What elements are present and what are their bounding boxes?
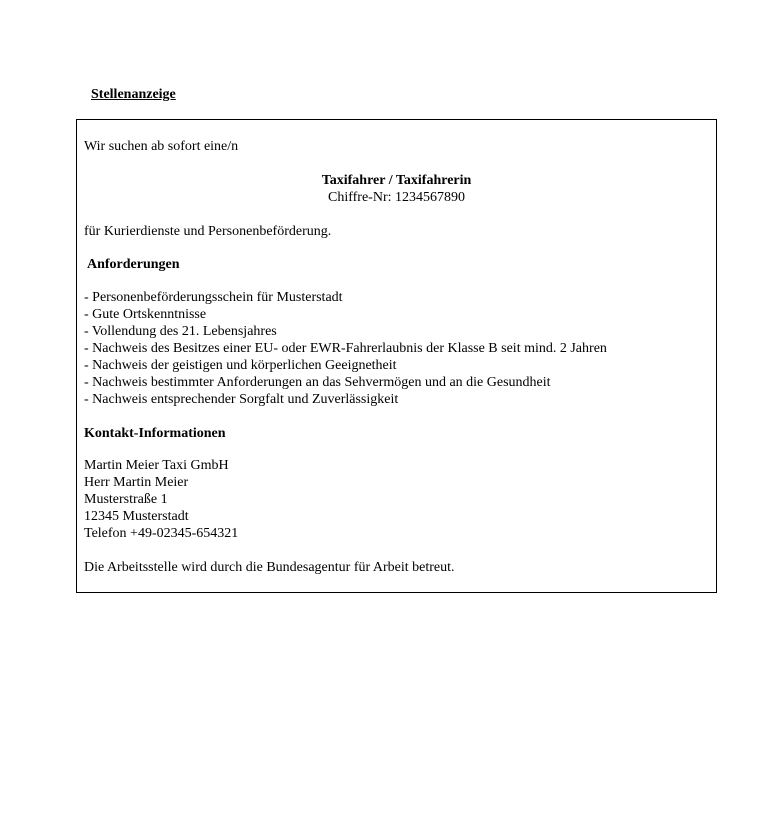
purpose-text: für Kurierdienste und Personenbeförderung.: [84, 224, 332, 239]
contact-person: Herr Martin Meier: [84, 475, 189, 490]
requirements-title: Anforderungen: [87, 257, 180, 272]
list-item: - Nachweis entsprechender Sorgfalt und Zuverlässigkeit: [84, 392, 399, 407]
job-ad-box: [76, 119, 717, 593]
list-item: - Gute Ortskenntnisse: [84, 307, 207, 322]
contact-title: Kontakt-Informationen: [84, 426, 226, 441]
list-item: - Personenbeförderungsschein für Musterstadt: [84, 290, 343, 305]
list-item: - Nachweis der geistigen und körperlichen Geeignetheit: [84, 358, 397, 373]
contact-company: Martin Meier Taxi GmbH: [84, 458, 229, 473]
list-item: - Nachweis des Besitzes einer EU- oder EWR-Fahrerlaubnis der Klasse B seit mind. 2 Jahren: [84, 341, 607, 356]
contact-block: [84, 457, 238, 542]
contact-city: 12345 Musterstadt: [84, 509, 189, 524]
list-item: - Nachweis bestimmter Anforderungen an das Sehvermögen und an die Gesundheit: [84, 375, 551, 390]
job-title: Taxifahrer / Taxifahrerin: [321, 173, 472, 188]
contact-phone: Telefon +49-02345-654321: [84, 526, 239, 541]
contact-street: Musterstraße 1: [84, 492, 168, 507]
list-item: - Vollendung des 21. Lebensjahres: [84, 324, 277, 339]
footer-note: Die Arbeitsstelle wird durch die Bundesagentur für Arbeit betreut.: [84, 560, 455, 575]
reference-number: Chiffre-Nr: 1234567890: [328, 190, 465, 205]
requirements-list: [84, 289, 607, 408]
page-heading: Stellenanzeige: [91, 87, 176, 102]
intro-text: Wir suchen ab sofort eine/n: [84, 139, 239, 154]
